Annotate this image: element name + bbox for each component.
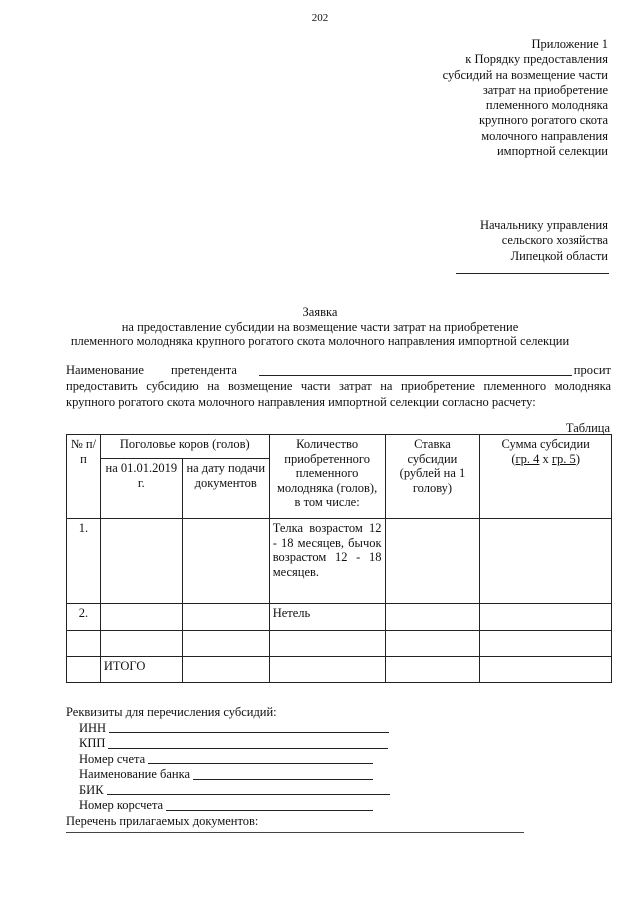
- appendix-line: молочного направления: [481, 128, 608, 143]
- header-herd-submit: на дату подачи документов: [182, 459, 269, 519]
- cell-empty[interactable]: [100, 631, 182, 657]
- intro-word: Наименование: [66, 363, 144, 377]
- kpp-label: КПП: [79, 736, 106, 750]
- cell-empty: [67, 657, 101, 683]
- documents-list-field[interactable]: [66, 832, 524, 833]
- intro-line: предоставить субсидию на возмещение части затрат на приобретение племенного молодняка: [66, 379, 611, 393]
- cell-rate[interactable]: [385, 519, 480, 604]
- header-sum: [480, 435, 612, 519]
- applicant-name-field[interactable]: [259, 363, 572, 376]
- appendix-line: к Порядку предоставления: [465, 52, 608, 67]
- title-line: на предоставление субсидии на возмещение части затрат на приобретение: [121, 319, 519, 334]
- appendix-line: импортной селекции: [496, 144, 608, 159]
- cell-empty[interactable]: [385, 631, 480, 657]
- bik-label: БИК: [79, 782, 104, 797]
- corr-field[interactable]: [166, 810, 373, 811]
- appendix-line: Приложение 1: [531, 37, 608, 51]
- cell-herd-submit[interactable]: [182, 604, 269, 631]
- header-quantity: Количество приобретенного племенного молодняка (голов), в том числе:: [269, 435, 385, 519]
- row-quantity-label: Телка возрастом 12 - 18 месяцев, бычок возрастом 12 - 18 месяцев.: [269, 519, 385, 604]
- cell-rate[interactable]: [385, 604, 480, 631]
- addressee-line: Липецкой области: [510, 248, 608, 263]
- appendix-line: крупного рогатого скота: [478, 113, 608, 128]
- cell-herd-submit[interactable]: [182, 519, 269, 604]
- appendix-line: затрат на приобретение: [482, 82, 608, 97]
- account-label: Номер счета: [79, 751, 146, 766]
- cell-sum[interactable]: [480, 519, 612, 604]
- header-herd-date: на 01.01.2019 г.: [100, 459, 182, 519]
- total-label: ИТОГО: [100, 657, 182, 683]
- cell-total[interactable]: [269, 657, 385, 683]
- document-title: [0, 305, 640, 349]
- cell-empty[interactable]: [182, 631, 269, 657]
- documents-heading: Перечень прилагаемых документов:: [66, 813, 259, 828]
- title-heading: Заявка: [302, 305, 338, 319]
- formula-col4: гр. 4: [515, 451, 540, 466]
- appendix-note: [308, 37, 608, 159]
- row-num: 2.: [67, 604, 101, 631]
- row-quantity-label: Нетель: [269, 604, 385, 631]
- cell-sum[interactable]: [480, 604, 612, 631]
- page-number: 202: [311, 12, 329, 24]
- bik-row: [79, 783, 390, 799]
- intro-word: претендента: [171, 363, 237, 377]
- addressee-signature-line[interactable]: [456, 273, 609, 274]
- header-rate: Ставка субсидии (рублей на 1 голову): [385, 435, 480, 519]
- cell-empty[interactable]: [269, 631, 385, 657]
- inn-label: ИНН: [79, 720, 107, 735]
- corr-row: [79, 798, 390, 814]
- cell-total[interactable]: [182, 657, 269, 683]
- header-sum-formula: (гр. 4 x гр. 5): [511, 451, 580, 466]
- cell-herd-date[interactable]: [100, 519, 182, 604]
- inn-row: [79, 721, 390, 737]
- addressee-line: Начальнику управления: [480, 218, 608, 232]
- formula-op: x: [539, 451, 552, 466]
- account-field[interactable]: [148, 763, 373, 764]
- requisites-heading: Реквизиты для перечисления субсидий:: [66, 705, 277, 719]
- appendix-line: племенного молодняка: [485, 98, 608, 113]
- addressee-line: сельского хозяйства: [501, 233, 608, 248]
- formula-col5: гр. 5: [551, 451, 576, 466]
- corr-label: Номер корсчета: [79, 798, 164, 812]
- bik-field[interactable]: [107, 794, 390, 795]
- title-line: племенного молодняка крупного рогатого скота молочного направления импортной селекции: [70, 334, 570, 348]
- appendix-line: субсидий на возмещение части: [442, 67, 608, 82]
- cell-empty[interactable]: [480, 631, 612, 657]
- cell-herd-date[interactable]: [100, 604, 182, 631]
- cell-total[interactable]: [480, 657, 612, 683]
- intro-line-applicant: [66, 363, 611, 379]
- bank-label: Наименование банка: [79, 767, 191, 781]
- cell-empty[interactable]: [67, 631, 101, 657]
- header-num: № п/п: [67, 435, 101, 519]
- kpp-row: [79, 736, 390, 752]
- requisites-block: [66, 705, 390, 829]
- cell-total[interactable]: [385, 657, 480, 683]
- kpp-field[interactable]: [108, 748, 388, 749]
- account-row: [79, 752, 390, 768]
- header-herd: Поголовье коров (голов): [100, 435, 269, 459]
- header-sum-label: Сумма субсидии: [501, 437, 590, 451]
- subsidy-table: [66, 434, 612, 683]
- intro-line: крупного рогатого скота молочного направления импортной селекции согласно расчету:: [66, 395, 536, 409]
- inn-field[interactable]: [109, 732, 389, 733]
- table-label: Таблица: [565, 421, 610, 435]
- bank-row: [79, 767, 390, 783]
- intro-word: просит: [573, 363, 611, 377]
- addressee-block: [308, 218, 608, 264]
- bank-field[interactable]: [193, 779, 373, 780]
- row-num: 1.: [67, 519, 101, 604]
